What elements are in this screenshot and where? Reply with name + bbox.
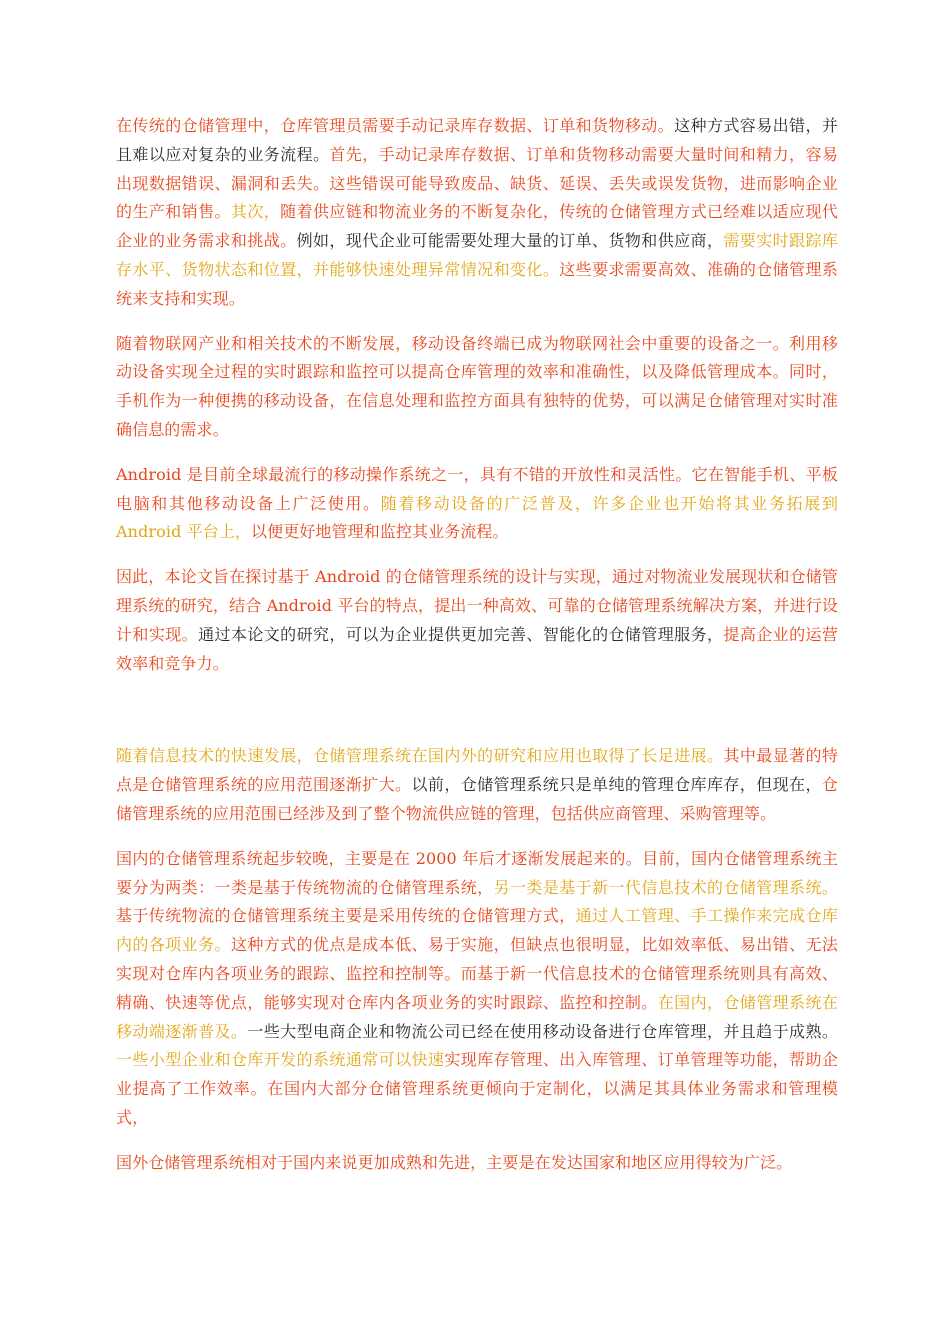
text-span: 以前，仓储管理系统只是单纯的管理仓库库存，但现在， xyxy=(411,775,822,795)
paragraph xyxy=(116,112,838,314)
text-span: 国内的仓储管理系统起步较晚，主要是在 2000 年后才逐渐发展起来的。目前，国内仓储管理系统主要分为两类：一类是基于传统物流的仓储管理系统， xyxy=(116,848,838,897)
text-span: 一些大型电商企业和物流公司已经在使用移动设备进行仓库管理，并且趋于成熟。 xyxy=(247,1021,838,1041)
section-gap xyxy=(116,694,838,742)
text-span: 其中最显著的特点是仓储管理系统的应用范围逐渐扩大。 xyxy=(116,746,839,795)
paragraph xyxy=(116,330,838,445)
text-span: 例如，现代企业可能需要处理大量的订单、货物和供应商， xyxy=(296,231,724,251)
text-span: 首先，手动记录库存数据、订单和货物移动需要大量时间和精力，容易出现数据错误、漏洞和丢失。这些错误可能导致废品、缺货、延误、丢失或误发货物，进而影响企业的生产和销售。 xyxy=(116,144,838,222)
paragraph xyxy=(116,845,838,1133)
text-span: 随着物联网产业和相关技术的不断发展，移动设备终端已成为物联网社会中重要的设备之一。利用移动设备实现全过程的实时跟踪和监控可以提高仓库管理的效率和准确性，以及降低管理成本。同时，手机作为一种便携的移动设备，在信息处理和监控方面具有独特的优势，可以满足仓储管理对实时准确信息的需求。 xyxy=(116,333,838,439)
text-span: 提高企业的运营效率和竞争力。 xyxy=(116,624,839,673)
text-span: 需要实时跟踪库存水平、货物状态和位置，并能够快速处理异常情况和变化。 xyxy=(116,231,838,279)
paragraph xyxy=(116,563,838,678)
text-span: 通过本论文的研究，可以为企业提供更加完善、智能化的仓储管理服务， xyxy=(198,624,724,644)
section-research-status xyxy=(116,742,838,1177)
paragraph xyxy=(116,461,838,547)
text-span: 随着移动设备的广泛普及，许多企业也开始将其业务拓展到 Android 平台上， xyxy=(116,493,838,542)
text-span: 其次， xyxy=(230,202,281,222)
text-span: 基于传统物流的仓储管理系统主要是采用传统的仓储管理方式， xyxy=(116,906,576,926)
section-background xyxy=(116,112,838,678)
text-span: 国外仓储管理系统相对于国内来说更加成熟和先进，主要是在发达国家和地区应用得较为广泛。 xyxy=(116,1152,793,1172)
text-span: 这种方式容易出错，并且难以应对复杂的业务流程。 xyxy=(116,116,838,164)
text-span: 随着信息技术的快速发展，仓储管理系统在国内外的研究和应用也取得了长足进展。 xyxy=(116,746,724,766)
paragraph xyxy=(116,1149,838,1178)
text-span: 仓储管理系统的应用范围已经涉及到了整个物流供应链的管理，包括供应商管理、采购管理等。 xyxy=(116,775,838,823)
text-span: Android 是目前全球最流行的移动操作系统之一，具有不错的开放性和灵活性。它在智能手机、平板电脑和其他移动设备上广泛使用。 xyxy=(116,464,838,513)
document-page xyxy=(116,112,838,1194)
text-span: 在国内，仓储管理系统在移动端逐渐普及。 xyxy=(116,992,838,1041)
text-span: 这种方式的优点是成本低、易于实施，但缺点也很明显，比如效率低、易出错、无法实现对仓库内各项业务的跟踪、监控和控制等。而基于新一代信息技术的仓储管理系统则具有高效、精确、快速等优点，能够实现对仓库内各项业务的实时跟踪、监控和控制。 xyxy=(116,935,839,1012)
text-span: 通过人工管理、手工操作来完成仓库内的各项业务。 xyxy=(116,906,838,955)
text-span: 因此，本论文旨在探讨基于 Android 的仓储管理系统的设计与实现，通过对物流业发展现状和仓储管理系统的研究，结合 Android 平台的特点，提出一种高效、可靠的仓储管理系统解决方案，并进行设计和实现。 xyxy=(116,567,838,644)
text-span: 以便更好地管理和监控其业务流程。 xyxy=(251,522,509,542)
text-span: 随着供应链和物流业务的不断复杂化，传统的仓储管理方式已经难以适应现代企业的业务需求和挑战。 xyxy=(116,202,838,251)
text-span: 这些要求需要高效、准确的仓储管理系统来支持和实现。 xyxy=(116,259,839,308)
text-span: 另一类是基于新一代信息技术的仓储管理系统。 xyxy=(493,877,838,897)
text-span: 一些小型企业和仓库开发的系统通常可以快速 xyxy=(116,1050,445,1070)
text-span: 实现库存管理、出入库管理、订单管理等功能，帮助企业提高了工作效率。在国内大部分仓储管理系统更倾向于定制化，以满足其具体业务需求和管理模式， xyxy=(116,1050,838,1127)
paragraph xyxy=(116,742,838,828)
text-span: 在传统的仓储管理中，仓库管理员需要手动记录库存数据、订单和货物移动。 xyxy=(116,116,675,135)
